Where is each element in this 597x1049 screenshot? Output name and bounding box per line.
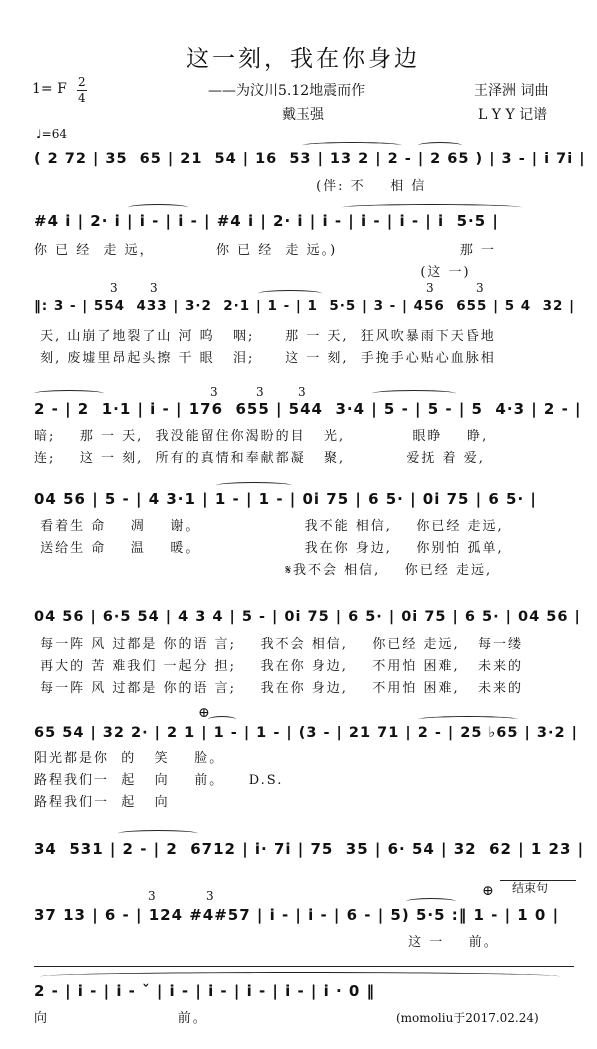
lyric-row-7-verse-3: 路程我们一 起 向 <box>34 795 170 810</box>
lyric-row-3-verse-1: 天, 山崩了地裂了山 河 呜 咽; 那 一 天, 狂风吹暴雨下天昏地 <box>34 329 496 344</box>
lyric-row-1-verse-1: (伴: 不 相 信 <box>34 179 427 194</box>
tie-arc <box>372 390 456 397</box>
triplet-mark: 3 <box>150 281 158 295</box>
singer: 戴玉强 <box>282 107 324 123</box>
lyric-row-6-verse-1: 每一阵 风 过都是 你的语 言; 我不会 相信, 你已经 走远, 每一缕 <box>34 637 524 652</box>
lyric-row-3-verse-2: 刻, 废墟里昂起头擦 干 眼 泪; 这 一 刻, 手挽手心贴心血脉相 <box>34 351 496 366</box>
coda-sign: ⊕ <box>482 883 494 899</box>
lyric-row-2-verse-2: (这 一) <box>34 265 471 280</box>
tie-arc <box>208 716 236 723</box>
music-row-5: 04 56 | 5 - | 4 3·1 | 1 - | 1 - | 0i 75 | 6 5· | 0i 75 | 6 5· | <box>34 490 537 508</box>
lyric-row-10-verse-1: 向 前。 <box>34 1011 208 1026</box>
tie-arc <box>342 204 522 211</box>
tie-arc <box>216 482 292 489</box>
music-row-1: ( 2 72 | 35 65 | 21 54 | 16 53 | 13 2 | 2 - | 2 65 ) | 3 - | i 7i | <box>34 151 586 167</box>
lyric-row-4-verse-1: 暗; 那 一 天, 我没能留住你渴盼的目 光, 眼睁 睁, <box>34 429 489 444</box>
time-signature-bottom: 4 <box>78 91 86 105</box>
music-row-7: 65 54 | 32 2· | 2 1 | 1 - | 1 - | (3 - | 21 71 | 2 - | 25 ♭65 | 3·2 | <box>34 725 578 741</box>
triplet-mark: 3 <box>148 889 156 903</box>
lyric-row-9-verse-1: 这 一 前。 <box>34 935 499 950</box>
tie-arc <box>418 716 518 723</box>
triplet-mark: 3 <box>256 385 264 399</box>
lyric-row-2-verse-1: 你 已 经 走 远， 你 已 经 走 远。) 那 一 <box>34 243 496 258</box>
tie-arc <box>258 290 322 297</box>
music-row-6: 04 56 | 6·5 54 | 4 3 4 | 5 - | 0i 75 | 6 5· | 0i 75 | 6 5· | 04 56 | <box>34 609 581 625</box>
ending-label: 结束句 <box>512 881 549 895</box>
triplet-mark: 3 <box>110 281 118 295</box>
composer: 王泽洲 词曲 <box>474 83 549 99</box>
lyric-row-6-verse-3: 每一阵 风 过都是 你的语 言; 我在你 身边, 不用怕 困难, 未来的 <box>34 681 524 696</box>
triplet-mark: 3 <box>210 385 218 399</box>
triplet-mark: 3 <box>206 889 214 903</box>
lyric-row-7-verse-1: 阳光都是你 的 笑 脸。 <box>34 751 225 766</box>
tie-arc <box>418 142 462 149</box>
system-top-line <box>34 966 574 967</box>
lyric-row-4-verse-2: 连; 这 一 刻, 所有的真情和奉献都凝 聚, 爱抚 着 爱, <box>34 451 485 466</box>
tie-arc <box>34 390 104 397</box>
tie-arc <box>406 898 456 905</box>
music-row-4: 2 - | 2 1·1 | i - | 176 655 | 544 3·4 | 5 - | 5 - | 5 4·3 | 2 - | <box>34 400 582 418</box>
coda-sign: ⊕ <box>198 705 210 721</box>
song-title: 这一刻，我在你身边 <box>186 46 420 72</box>
long-tie-arc <box>40 972 560 981</box>
music-row-10: 2 - | i - | i - ˇ | i - | i - | i - | i - | i · 0 ‖ <box>34 982 376 1000</box>
music-row-2: #4 i | 2· i | i - | i - | #4 i | 2· i | i - | i - | i - | i 5·5 | <box>34 212 499 230</box>
music-row-3: ‖: 3 - | 554 433 | 3·2 2·1 | 1 - | 1 5·5 | 3 - | 456 655 | 5 4 32 | <box>34 298 576 314</box>
triplet-mark: 3 <box>298 385 306 399</box>
footer-credit: (momoliu于2017.02.24) <box>396 1011 539 1025</box>
lyric-row-7-verse-2: 路程我们一 起 向 前。 D.S. <box>34 773 284 788</box>
transcriber: L Y Y 记谱 <box>478 107 548 123</box>
tie-arc <box>118 830 198 837</box>
triplet-mark: 3 <box>476 281 484 295</box>
subtitle: ——为汶川5.12地震而作 <box>208 83 366 99</box>
ending-bracket-line <box>500 880 576 881</box>
triplet-mark: 3 <box>426 281 434 295</box>
lyric-row-5-verse-3: 𝄋我不会 相信, 你已经 走远, <box>34 563 493 578</box>
tie-arc <box>302 142 402 149</box>
tie-arc <box>128 204 188 211</box>
lyric-row-6-verse-2: 再大的 苦 难我们 一起分 担; 我在你 身边, 不用怕 困难, 未来的 <box>34 659 524 674</box>
key-signature: 1= F <box>32 81 67 97</box>
lyric-row-5-verse-1: 看着生 命 凋 谢。 我不能 相信, 你已经 走远, <box>34 519 504 534</box>
lyric-row-5-verse-2: 送给生 命 温 暖。 我在你 身边, 你别怕 孤单, <box>34 541 504 556</box>
music-row-8: 34 531 | 2 - | 2 6712 | i· 7i | 75 35 | 6· 54 | 32 62 | 1 23 | <box>34 840 585 858</box>
time-signature-top: 2 <box>78 75 86 89</box>
tempo-marking: ♩=64 <box>36 127 67 141</box>
music-row-9: 37 13 | 6 - | 124 #4#57 | i - | i - | 6 - | 5) 5·5 :‖ 1 - | 1 0 | <box>34 906 560 924</box>
